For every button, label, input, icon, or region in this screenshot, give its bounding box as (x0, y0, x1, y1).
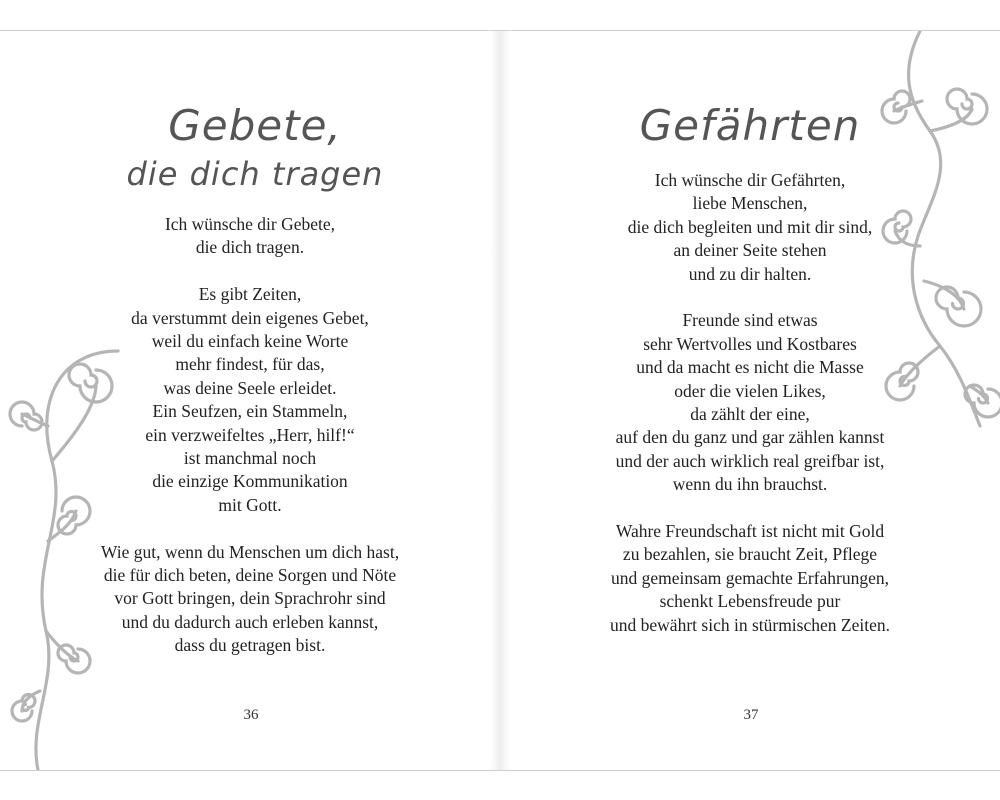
poem-line: die für dich beten, deine Sorgen und Nöte (103, 565, 397, 586)
poem-line: Freunde sind etwas (682, 310, 818, 331)
stanza (50, 541, 450, 658)
poem-line: da zählt der eine, (690, 404, 810, 425)
poem-line: die dich tragen. (195, 237, 305, 258)
poem-text (50, 213, 450, 681)
gutter-shadow (490, 31, 500, 770)
poem-line: mehr findest, für das, (175, 354, 325, 375)
poem-line: ist manchmal noch (183, 448, 317, 469)
page-title-line1: Gebete, (168, 101, 342, 150)
poem-line: Ich wünsche dir Gebete, (164, 214, 336, 234)
poem-line: Ein Seufzen, ein Stammeln, (152, 401, 348, 422)
poem-line: Ich wünsche dir Gefährten, (654, 170, 846, 190)
page-number: 36 (243, 707, 259, 723)
page-number: 37 (743, 707, 759, 723)
poem-line: weil du einfach keine Worte (151, 331, 349, 352)
stanza (550, 520, 950, 637)
page-title: Gefährten (639, 101, 861, 150)
poem-line: da verstummt dein eigenes Gebet, (131, 307, 369, 328)
poem-line: und der auch wirklich real greifbar ist, (615, 450, 885, 471)
poem-line: zu bezahlen, sie braucht Zeit, Pflege (622, 544, 878, 565)
poem-line: und zu dir halten. (688, 263, 812, 284)
poem-line: sehr Wertvolles und Kostbares (643, 333, 857, 354)
poem-line: was deine Seele erleidet. (163, 377, 337, 398)
poem-line: die einzige Kommunikation (152, 471, 348, 492)
poem-line: vor Gott bringen, dein Sprachrohr sind (114, 588, 386, 609)
poem-line: und bewährt sich in stürmischen Zeiten. (610, 614, 890, 635)
right-page (500, 31, 1000, 770)
gutter-shadow (500, 31, 510, 770)
page-title-line2: die dich tragen (126, 155, 384, 193)
poem-line: Es gibt Zeiten, (198, 284, 302, 305)
poem-line: und du dadurch auch erleben kannst, (121, 611, 379, 632)
poem-line: und da macht es nicht die Masse (636, 357, 864, 378)
poem-line: Wie gut, wenn du Menschen um dich hast, (100, 541, 400, 562)
poem-line: dass du getragen bist. (174, 635, 326, 656)
stanza (550, 309, 950, 496)
stanza (50, 283, 450, 517)
poem-line: wenn du ihn brauchst. (672, 474, 828, 495)
poem-line: und gemeinsam gemachte Erfahrungen, (611, 567, 889, 588)
poem-line: die dich begleiten und mit dir sind, (627, 216, 873, 237)
book-spread (0, 30, 1000, 771)
stanza (50, 213, 450, 260)
poem-line: schenkt Lebensfreude pur (659, 591, 841, 612)
poem-line: an deiner Seite stehen (673, 240, 827, 261)
poem-line: liebe Menschen, (692, 193, 808, 214)
poem-text (550, 169, 950, 660)
poem-line: oder die vielen Likes, (674, 380, 826, 401)
poem-line: ein verzweifeltes „Herr, hilf!“ (145, 424, 355, 445)
poem-line: mit Gott. (218, 494, 282, 515)
stanza (550, 169, 950, 286)
poem-line: Wahre Freundschaft ist nicht mit Gold (615, 521, 885, 542)
left-page (0, 31, 500, 770)
poem-line: auf den du ganz und gar zählen kannst (615, 427, 885, 448)
